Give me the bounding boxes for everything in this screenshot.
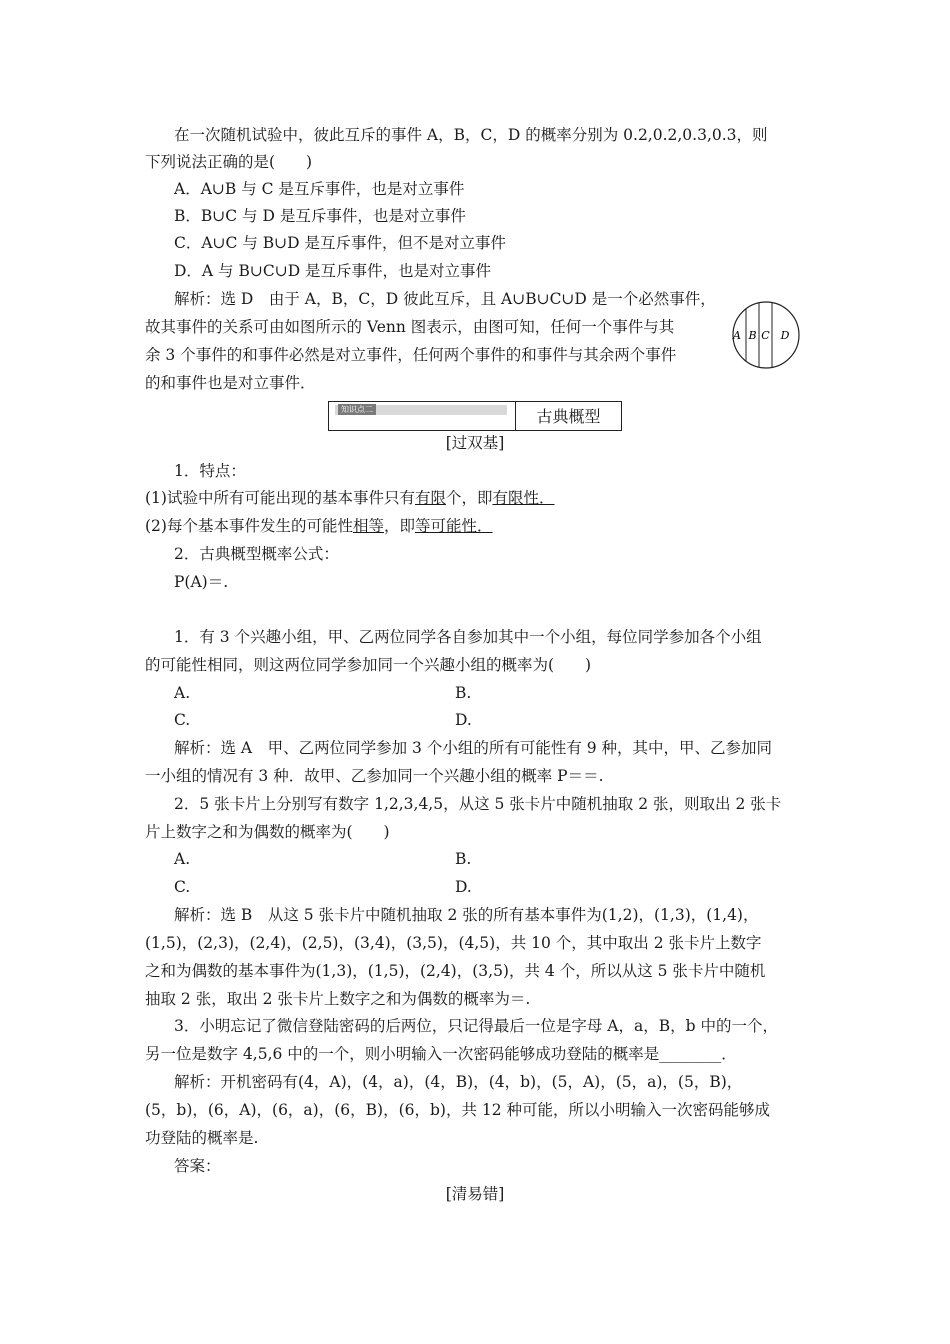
q1-option-d: D. (455, 711, 472, 729)
point-1-text-a: (1)试验中所有可能出现的基本事件只有 (145, 489, 415, 507)
q0-solution-line2: 故其事件的关系可由如图所示的 Venn 图表示，由图可知，任何一个事件与其 (145, 318, 675, 336)
point-2-blank-equal: 相等 (352, 517, 384, 535)
point-2-blank-equiprobability: 等可能性． (415, 517, 493, 535)
q1-option-c: C. (174, 711, 191, 729)
q1-stem-line1: 1．有 3 个兴趣小组，甲、乙两位同学各自参加其中一个小组，每位同学参加各个小组 (174, 628, 762, 646)
knowledge-point-tag-text: 知识点二 (338, 404, 376, 415)
point-heading-2: 2．古典概型概率公式： (174, 545, 339, 563)
section-heading-mistakes: [清易错] (445, 1185, 505, 1203)
q2-stem-line1: 2．5 张卡片上分别写有数字 1,2,3,4,5，从这 5 张卡片中随机抽取 2 张，则取出 2 张卡 (174, 795, 782, 813)
probability-formula: P(A)＝. (174, 573, 229, 591)
q3-stem-line2: 另一位是数字 4,5,6 中的一个，则小明输入一次密码能够成功登陆的概率是________． (145, 1045, 737, 1063)
point-1-text-c: 个，即 (445, 489, 493, 507)
q1-solution-line1: 解析：选 A 甲、乙两位同学参加 3 个小组的所有可能性有 9 种，其中，甲、乙参加同 (174, 739, 773, 757)
q0-option-c: C．A∪C 与 B∪D 是互斥事件，但不是对立事件 (174, 234, 506, 252)
venn-diagram (726, 300, 806, 370)
knowledge-point-banner (328, 401, 622, 431)
q2-solution-line3: 之和为偶数的基本事件为(1,3)，(1,5)，(2,4)，(3,5)，共 4 个，所以从这 5 张卡片中随机 (145, 962, 766, 980)
q1-option-b: B. (455, 684, 472, 702)
q0-option-a: A．A∪B 与 C 是互斥事件，也是对立事件 (174, 180, 465, 198)
q0-solution-line3: 余 3 个事件的和事件必然是对立事件，任何两个事件的和事件与其余两个事件 (145, 346, 677, 364)
banner-title: 古典概型 (536, 407, 601, 426)
q0-solution-line4: 的和事件也是对立事件． (145, 374, 316, 392)
q2-solution-line2: (1,5)，(2,3)，(2,4)，(2,5)，(3,4)，(3,5)，(4,5)，共 10 个，其中取出 2 张卡片上数字 (145, 934, 762, 952)
point-2-line (145, 515, 493, 537)
q0-option-b: B．B∪C 与 D 是互斥事件，也是对立事件 (174, 207, 466, 225)
venn-label-a: A (733, 329, 741, 342)
q3-stem-line1: 3．小明忘记了微信登陆密码的后两位，只记得最后一位是字母 A，a，B，b 中的一个， (174, 1017, 778, 1035)
q3-answer-label: 答案： (174, 1157, 221, 1175)
q2-option-c: C. (174, 878, 191, 896)
q2-option-d: D. (455, 878, 472, 896)
venn-label-d: D (780, 329, 790, 342)
q0-stem-line1: 在一次随机试验中，彼此互斥的事件 A，B，C，D 的概率分别为 0.2,0.2,0.3,0.3，则 (174, 126, 768, 144)
point-2-text-c: ，即 (383, 517, 415, 535)
q1-stem-line2: 的可能性相同，则这两位同学参加同一个兴趣小组的概率为( ) (145, 656, 592, 674)
q2-stem-line2: 片上数字之和为偶数的概率为( ) (145, 823, 390, 841)
q1-option-a: A. (174, 684, 191, 702)
q3-solution-line1: 解析：开机密码有(4，A)，(4，a)，(4，B)，(4，b)，(5，A)，(5，a)，(5，B)， (174, 1073, 743, 1091)
point-2-text-a: (2)每个基本事件发生的可能性 (145, 517, 353, 535)
point-1-blank-finite: 有限 (414, 489, 446, 507)
q2-solution-line1: 解析：选 B 从这 5 张卡片中随机抽取 2 张的所有基本事件为(1,2)，(1,3)，(1,4)， (174, 906, 759, 924)
q3-solution-line3: 功登陆的概率是. (145, 1129, 259, 1147)
section-heading-basics: [过双基] (445, 434, 505, 452)
venn-label-c: C (761, 329, 770, 342)
q2-solution-line4: 抽取 2 张，取出 2 张卡片上数字之和为偶数的概率为＝. (145, 990, 531, 1008)
q0-option-d: D．A 与 B∪C∪D 是互斥事件，也是对立事件 (174, 262, 492, 280)
point-heading-1: 1．特点： (174, 462, 246, 480)
q0-stem-line2: 下列说法正确的是( ) (145, 153, 313, 171)
knowledge-point-tag (335, 405, 507, 415)
point-1-line (145, 487, 555, 509)
q0-solution-line1: 解析：选 D 由于 A，B，C，D 彼此互斥，且 A∪B∪C∪D 是一个必然事件， (174, 290, 716, 308)
q2-option-a: A. (174, 850, 191, 868)
q3-solution-line2: (5，b)，(6，A)，(6，a)，(6，B)，(6，b)，共 12 种可能，所以小明输入一次密码能够成 (145, 1101, 771, 1119)
q1-solution-line2: 一小组的情况有 3 种．故甲、乙参加同一个兴趣小组的概率 P＝＝. (145, 767, 604, 785)
venn-label-b: B (748, 329, 757, 342)
point-1-blank-finiteness: 有限性． (492, 489, 555, 507)
q2-option-b: B. (455, 850, 472, 868)
